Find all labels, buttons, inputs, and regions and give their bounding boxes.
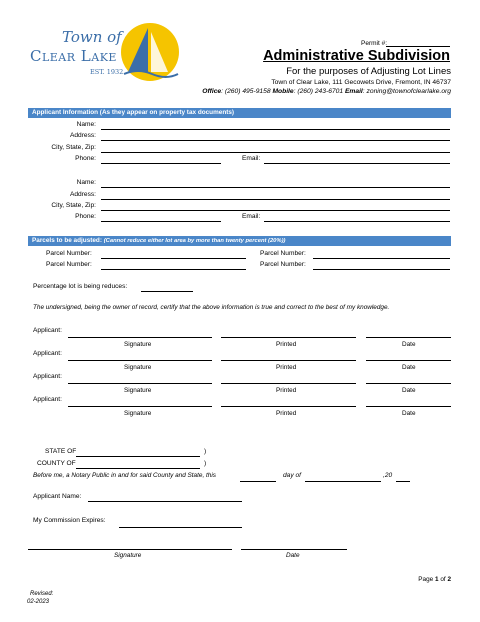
percentage-field[interactable]	[141, 291, 193, 292]
phone-label: Phone:	[75, 213, 96, 220]
address-field-1[interactable]	[101, 140, 450, 141]
office-label: Office	[202, 88, 222, 95]
name-field-2[interactable]	[101, 187, 450, 188]
applicant-label: Applicant:	[33, 396, 62, 403]
address-label: Address:	[69, 132, 96, 139]
state-paren: )	[204, 448, 207, 455]
printed-field-2[interactable]	[221, 360, 356, 361]
signature-caption: Signature	[124, 364, 152, 371]
printed-field-3[interactable]	[221, 383, 356, 384]
date-caption: Date	[402, 364, 416, 371]
email-label: Email:	[242, 213, 261, 220]
town-logo	[30, 22, 190, 92]
name-label: Name:	[76, 179, 96, 186]
name-field-1[interactable]	[101, 129, 450, 130]
email-label: Email	[344, 88, 363, 95]
address-label: Address:	[69, 191, 96, 198]
parcel-number-label: Parcel Number:	[46, 261, 92, 268]
notary-signature-field[interactable]	[28, 549, 232, 550]
parcel-number-label: Parcel Number:	[260, 250, 306, 257]
signature-caption: Signature	[124, 387, 152, 394]
signature-field-3[interactable]	[68, 383, 212, 384]
county-paren: )	[204, 460, 207, 467]
applicant-label: Applicant:	[33, 373, 62, 380]
signature-caption: Signature	[124, 341, 152, 348]
percentage-label: Percentage lot is being reduces:	[33, 283, 128, 290]
state-of-label: STATE OF	[45, 448, 77, 455]
email-field-2[interactable]	[264, 221, 450, 222]
page-number	[418, 577, 451, 583]
printed-field-1[interactable]	[221, 337, 356, 338]
permit-field[interactable]	[386, 46, 450, 47]
parcels-section-note: (Cannot reduce either lot area by more than twenty percent (20%))	[103, 238, 286, 244]
logo-est: EST. 1932	[90, 68, 124, 76]
town-address: Town of Clear Lake, 111 Gecowets Drive, Fremont, IN 46737	[271, 79, 451, 86]
applicant-name-field[interactable]	[88, 501, 242, 502]
date-caption: Date	[402, 341, 416, 348]
city-state-zip-label: City, State, Zip:	[51, 202, 96, 209]
date-field-1[interactable]	[366, 337, 451, 338]
certification-statement: The undersigned, being the owner of record, certify that the above information is true and correct to the best of my knowledge.	[33, 304, 390, 311]
printed-caption: Printed	[276, 387, 297, 394]
phone-field-1[interactable]	[101, 163, 221, 164]
sun-sailboat-icon	[118, 22, 180, 84]
mobile-label: Mobile	[272, 88, 294, 95]
applicant-label: Applicant:	[33, 327, 62, 334]
name-label: Name:	[76, 121, 96, 128]
page-of: of	[438, 576, 448, 583]
parcel-number-field-2[interactable]	[313, 258, 450, 259]
logo-town-of: Town of	[62, 28, 122, 46]
mobile-value: : (260) 243-6701	[293, 88, 345, 95]
notary-date-field[interactable]	[241, 549, 347, 550]
contact-line	[202, 89, 451, 96]
phone-field-2[interactable]	[101, 221, 221, 222]
printed-caption: Printed	[276, 410, 297, 417]
date-field-4[interactable]	[366, 406, 451, 407]
signature-field-1[interactable]	[68, 337, 212, 338]
date-field-3[interactable]	[366, 383, 451, 384]
city-state-zip-field-2[interactable]	[101, 210, 450, 211]
parcel-number-label: Parcel Number:	[46, 250, 92, 257]
signature-field-2[interactable]	[68, 360, 212, 361]
date-caption: Date	[402, 387, 416, 394]
date-caption: Date	[402, 410, 416, 417]
revised-date: 02-2023	[27, 599, 50, 605]
applicant-section-header	[28, 108, 451, 118]
notary-statement: Before me, a Notary Public in and for said County and State, this	[33, 472, 216, 479]
notary-day-field[interactable]	[240, 481, 276, 482]
notary-month-field[interactable]	[305, 481, 381, 482]
page-subtitle: For the purposes of Adjusting Lot Lines	[286, 66, 451, 77]
county-of-label: COUNTY OF	[37, 460, 76, 467]
applicant-section-title: Applicant Information (As they appear on property tax documents)	[32, 109, 235, 116]
parcel-number-field-4[interactable]	[313, 269, 450, 270]
notary-year-field[interactable]	[396, 481, 410, 482]
parcels-section-header	[28, 236, 451, 246]
date-field-2[interactable]	[366, 360, 451, 361]
email-label: Email:	[242, 155, 261, 162]
year-label: ,20	[383, 472, 393, 479]
printed-caption: Printed	[276, 341, 297, 348]
page-total: 2	[447, 576, 451, 583]
parcel-number-field-1[interactable]	[101, 258, 246, 259]
parcel-number-field-3[interactable]	[101, 269, 246, 270]
notary-signature-caption: Signature	[114, 552, 142, 559]
page-title: Administrative Subdivision	[263, 48, 450, 64]
logo-clear-lake: Clear Lake	[30, 47, 117, 65]
parcel-number-label: Parcel Number:	[260, 261, 306, 268]
office-value: : (260) 495-9158	[221, 88, 273, 95]
city-state-zip-field-1[interactable]	[101, 152, 450, 153]
email-field-1[interactable]	[264, 163, 450, 164]
printed-caption: Printed	[276, 364, 297, 371]
parcels-section-title: Parcels to be adjusted:	[32, 237, 104, 244]
email-value: : zoning@townofclearlake.org	[362, 88, 451, 95]
state-of-field[interactable]	[76, 456, 200, 457]
signature-field-4[interactable]	[68, 406, 212, 407]
applicant-name-label: Applicant Name:	[33, 493, 82, 500]
printed-field-4[interactable]	[221, 406, 356, 407]
address-field-2[interactable]	[101, 199, 450, 200]
applicant-label: Applicant:	[33, 350, 62, 357]
city-state-zip-label: City, State, Zip:	[51, 144, 96, 151]
phone-label: Phone:	[75, 155, 96, 162]
commission-expires-label: My Commission Expires:	[33, 517, 106, 524]
permit-label: Permit #:	[361, 40, 388, 47]
page-current: 1	[434, 576, 439, 583]
commission-expires-field[interactable]	[119, 527, 242, 528]
revised-label: Revised:	[30, 591, 54, 597]
notary-date-caption: Date	[286, 552, 300, 559]
day-of-label: day of	[283, 472, 301, 479]
county-of-field[interactable]	[76, 468, 200, 469]
signature-caption: Signature	[124, 410, 152, 417]
page-prefix: Page	[418, 576, 435, 583]
